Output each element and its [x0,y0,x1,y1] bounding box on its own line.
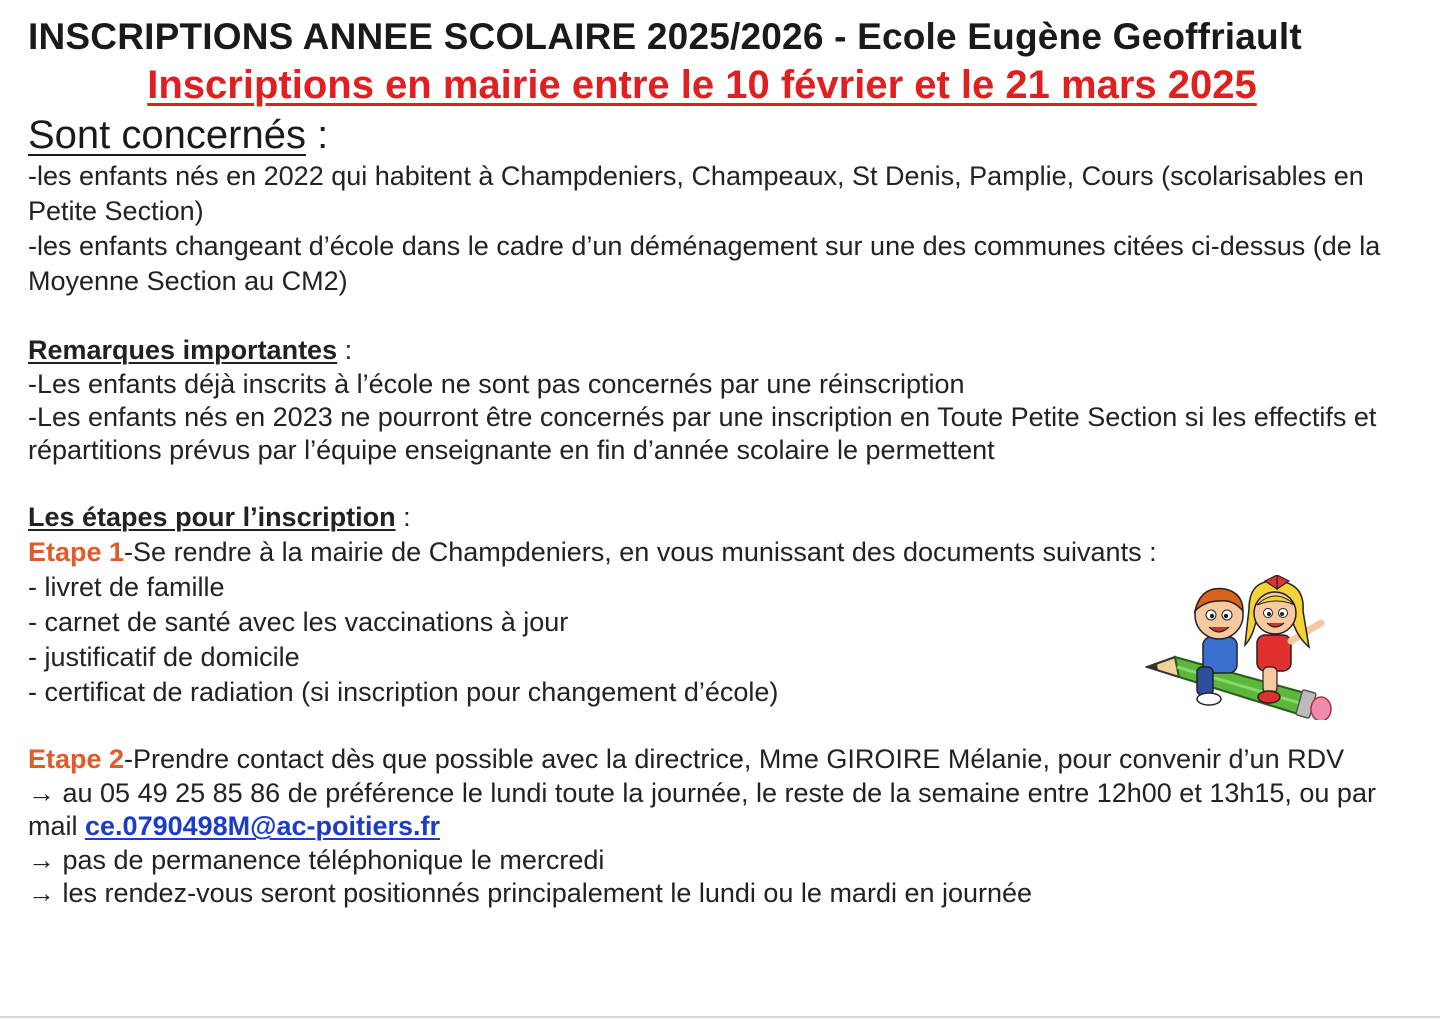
remarques-line: -Les enfants nés en 2023 ne pourront être concernés par une inscription en Toute Petite Section si les effectifs et répartitions prévus par l’équipe enseignante en fin d’année scolaire le permettent [28,402,1377,465]
children-on-pencil-icon [1145,575,1335,720]
note-line: → pas de permanence téléphonique le mercredi [28,844,605,875]
contact-text: → au 05 49 25 85 86 de préférence le lundi toute la journée, le reste de la semaine entre 12h00 et 13h15, ou par mail [28,777,1376,841]
step2-label: Etape 2 [28,744,125,774]
page-title: INSCRIPTIONS ANNEE SCOLAIRE 2025/2026 - Ecole Eugène Geoffriault [28,16,1302,57]
concernes-line: -les enfants nés en 2022 qui habitent à Champdeniers, Champeaux, St Denis, Pamplie, Cours (scolarisables en Petite Section) [28,161,1364,226]
document-item: - justificatif de domicile [28,642,300,672]
pencil-icon [1147,657,1331,720]
step1-text: -Se rendre à la mairie de Champdeniers, en vous munissant des documents suivants : [124,537,1157,567]
remarques-line: -Les enfants déjà inscrits à l’école ne sont pas concernés par une réinscription [28,369,965,399]
remarques-heading [28,333,1418,368]
step1-line [28,535,1418,570]
email-link[interactable]: ce.0790498M@ac-poitiers.fr [85,811,441,841]
remarques-section [28,333,1418,467]
bottom-divider [0,1016,1440,1018]
document-item: - livret de famille [28,572,225,602]
etapes-heading-colon: : [395,502,411,532]
contact-line [28,777,1418,844]
concernes-heading-colon: : [305,113,329,157]
etapes-heading-text: Les étapes pour l’inscription [28,502,396,532]
step1-label: Etape 1 [28,537,125,567]
step2-section [28,743,1418,911]
registration-dates: Inscriptions en mairie entre le 10 février et le 21 mars 2025 [147,63,1257,107]
remarques-heading-text: Remarques importantes [28,335,338,365]
document-item: - certificat de radiation (si inscription pour changement d’école) [28,677,779,707]
concernes-list [28,159,1418,299]
note-line: → les rendez-vous seront positionnés principalement le lundi ou le mardi en journée [28,878,1033,908]
step2-line [28,743,1418,777]
concernes-line: -les enfants changeant d’école dans le cadre d’un déménagement sur une des communes citées ci-dessus (de la Moyenne Section au CM2) [28,231,1381,296]
concernes-heading [28,113,328,158]
document-item: - carnet de santé avec les vaccinations à jour [28,607,569,637]
remarques-heading-colon: : [337,335,353,365]
concernes-heading-text: Sont concernés [28,113,306,157]
step2-text: -Prendre contact dès que possible avec la directrice, Mme GIROIRE Mélanie, pour convenir d’un RDV [124,744,1345,774]
etapes-heading [28,500,1418,535]
